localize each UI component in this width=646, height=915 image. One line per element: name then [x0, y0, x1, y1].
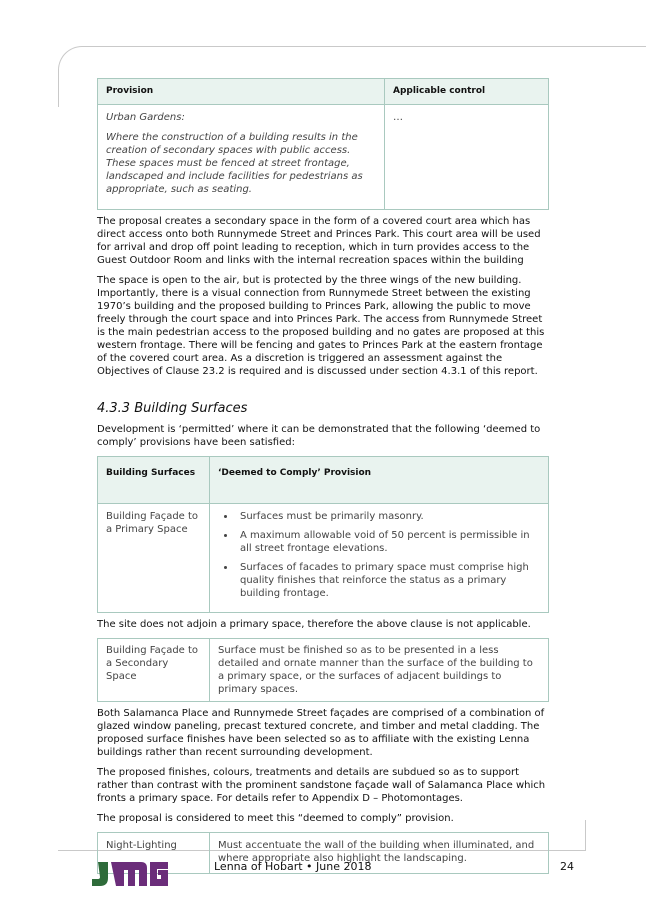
deemed-to-comply-list: [218, 510, 540, 600]
provision-title: Urban Gardens:: [106, 112, 185, 123]
list-item: • A maximum allowable void of 50 percent is permissible in all street frontage elevations.: [236, 529, 540, 555]
list-item: • Surfaces of facades to primary space must comprise high quality finishes that reinforce the status as a primary building frontage.: [236, 561, 540, 600]
row-label-night-lighting: Night-Lighting: [98, 833, 210, 874]
table-row: [98, 504, 549, 613]
section-heading: 4.3.3 Building Surfaces: [97, 401, 248, 416]
urban-gardens-table: [97, 78, 549, 210]
table-header-provision: Provision: [98, 79, 385, 105]
table-header-building-surfaces: Building Surfaces: [98, 457, 210, 504]
applicable-control-cell: …: [385, 105, 549, 210]
paragraph-facades: Both Salamanca Place and Runnymede Street façades are comprised of a combination of glazed window paneling, precast textured concrete, and timber and metal cladding. The proposed surface finishes have been selected so as to affiliate with the existing Lenna buildings rather than recent surrounding development.: [97, 708, 545, 758]
building-surfaces-table: [97, 456, 549, 613]
list-item: • Surfaces must be primarily masonry.: [236, 510, 540, 523]
table-row: [98, 639, 549, 702]
page-frame-right: [585, 820, 586, 850]
table-header-deemed-to-comply: ‘Deemed to Comply’ Provision: [210, 457, 549, 504]
footer-title: Lenna of Hobart • June 2018: [214, 860, 372, 873]
night-lighting-text: Must accentuate the wall of the building when illuminated, and where appropriate also highlight the landscaping.: [210, 833, 549, 874]
provision-cell: [98, 105, 385, 210]
paragraph-conclusion: The proposal is considered to meet this “deemed to comply” provision.: [97, 813, 454, 824]
paragraph-permitted: Development is ‘permitted’ where it can be demonstrated that the following ‘deemed to comply’ provisions have been satisfied:: [97, 424, 541, 448]
paragraph-open-space: The space is open to the air, but is protected by the three wings of the new building. Importantly, there is a visual connection from Runnymede Street between the existing 1970’s building and the proposed building to Princes Park, allowing the public to move freely through the court space and into Princes Park. The access from Runnymede Street is the main pedestrian access to the proposed building and no gates are proposed at this western frontage. There will be fencing and gates to Princes Park at the eastern frontage of the covered court area. As a discretion is triggered an assessment against the Objectives of Clause 23.2 is required and is discussed under section 4.3.1 of this report.: [97, 275, 545, 377]
secondary-space-text: Surface must be finished so as to be presented in a less detailed and ornate manner than the surface of the building to a primary space, or the surfaces of adjacent buildings to primary spaces.: [210, 639, 549, 702]
table-header-applicable-control: Applicable control: [385, 79, 549, 105]
document-body: [97, 78, 549, 874]
paragraph-not-applicable: The site does not adjoin a primary space, therefore the above clause is not applicable.: [97, 619, 531, 630]
paragraph-finishes: The proposed finishes, colours, treatments and details are subdued so as to support rather than contrast with the prominent sandstone façade wall of Salamanca Place which fronts a primary space. For details refer to Appendix D – Photomontages.: [97, 767, 546, 804]
secondary-space-table: [97, 638, 549, 702]
jmg-logo: [92, 862, 168, 890]
provision-text: Where the construction of a building results in the creation of secondary spaces with public access. These spaces must be fenced at street frontage, landscaped and include facilities for pedestrians as appropriate, such as seating.: [106, 132, 363, 195]
paragraph-court-area: The proposal creates a secondary space in the form of a covered court area which has direct access onto both Runnymede Street and Princes Park. This court area will be used for arrival and drop off point leading to reception, which in turn provides access to the Guest Outdoor Room and links with the internal recreation spaces within the building: [97, 216, 541, 266]
row-label-secondary-space: Building Façade to a Secondary Space: [98, 639, 210, 702]
page-number: 24: [560, 860, 574, 873]
row-label-primary-space: Building Façade to a Primary Space: [98, 504, 210, 613]
jmg-logo-icon: [92, 862, 168, 886]
table-row: [98, 105, 549, 210]
